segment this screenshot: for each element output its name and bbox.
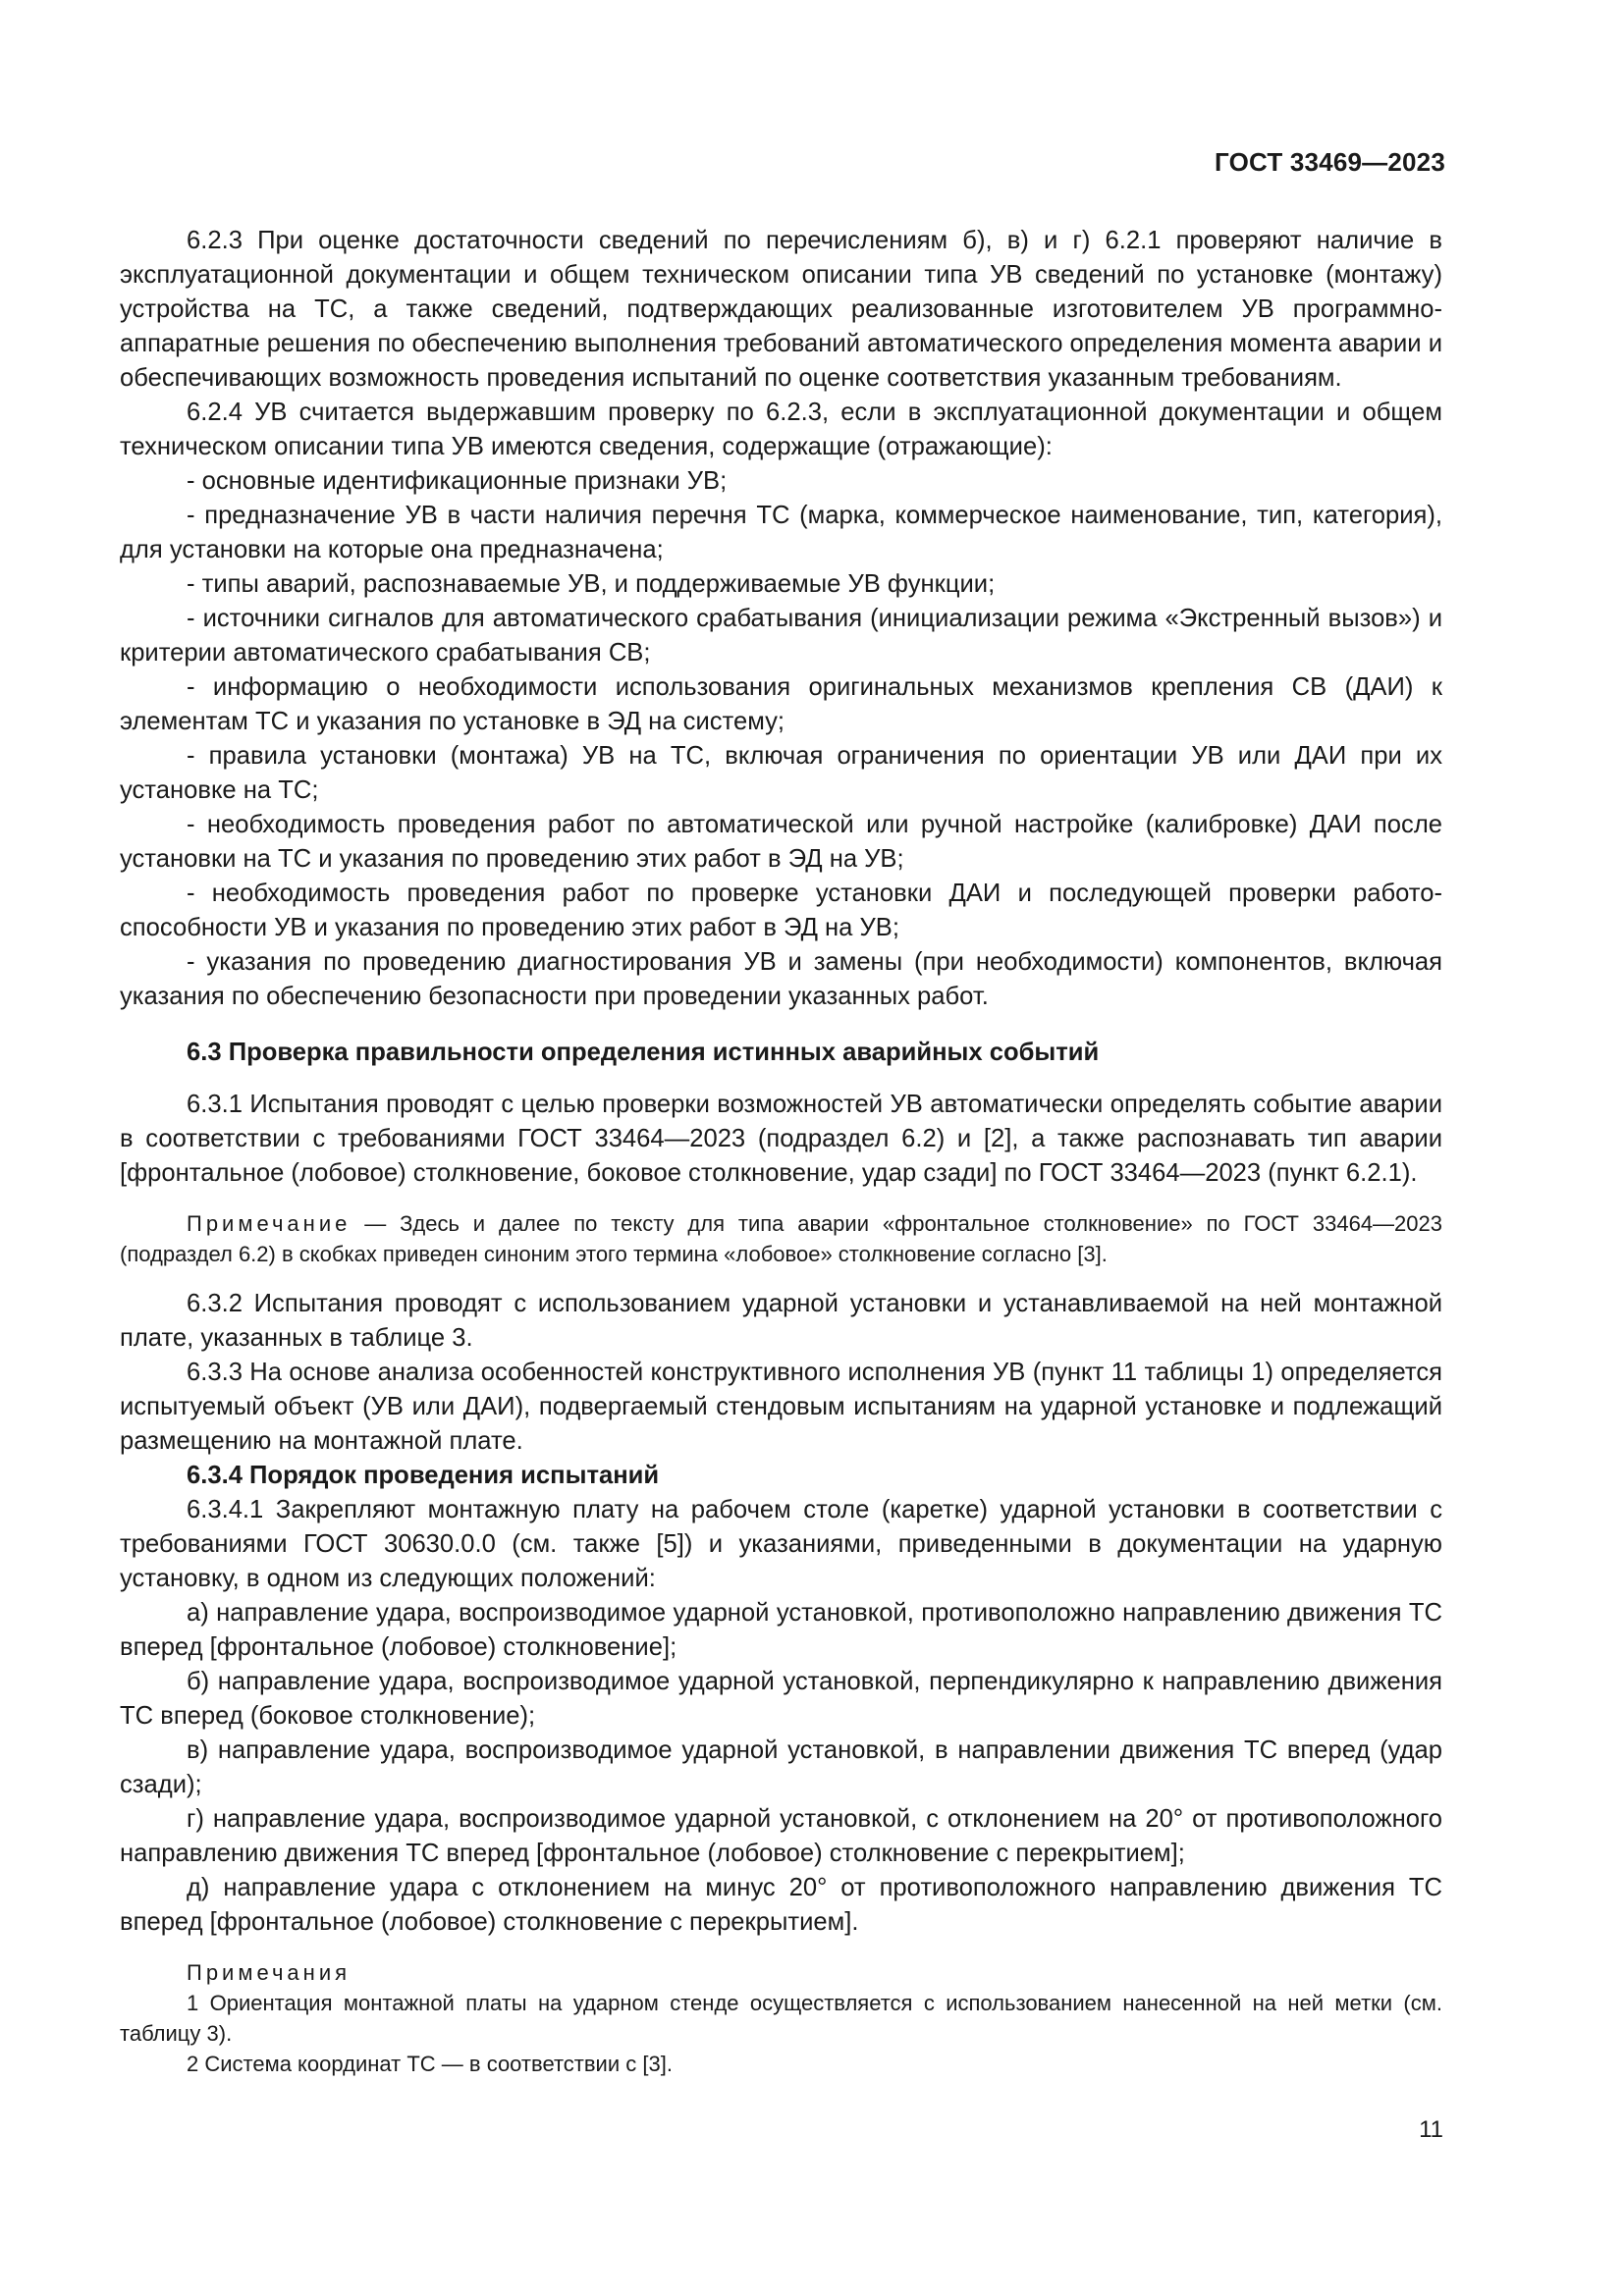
- list-item: - информацию о необходимости использования оригинальных механизмов крепления СВ (ДАИ) к элементам ТС и указания по установке в ЭД на систему;: [120, 673, 1442, 735]
- note-1: [120, 1208, 1442, 1269]
- page-number: 11: [1419, 2116, 1443, 2143]
- paragraph-6-2-4: 6.2.4 УВ считается выдержавшим проверку по 6.2.3, если в эксплуатационной документации и общем техническом описании типа УВ имеются сведения, содержащие (отражающие):: [120, 399, 1442, 460]
- paragraph-6-3-3: 6.3.3 На основе анализа особенностей конструктивного исполнения УВ (пункт 11 таблицы 1) определяется испытуемый объект (УВ или ДАИ), подвергаемый стендовым испытаниям на ударной установке и подлежащий размещению на монтажной плате.: [120, 1359, 1442, 1455]
- paragraph-6-2-3: 6.2.3 При оценке достаточности сведений по перечислениям б), в) и г) 6.2.1 проверяют наличие в эксплуатационной документации и общем техническом описании типа УВ сведений по установке (монтажу) устройства на ТС, а также сведений, подтверждающих реализованные изготовителем УВ программно-аппаратные решения по обеспечению выполнения требований автоматического определения момента аварии и обеспечивающих возможность проведения испытаний по оценке соответствия указанным требованиям.: [120, 227, 1443, 392]
- list-item: а) направление удара, воспроизводимое ударной установкой, противоположно направлению движения ТС вперед [фронтальное (лобовое) столкновение];: [120, 1599, 1442, 1661]
- notes-label: Примечания: [187, 1960, 352, 1985]
- list-item: - предназначение УВ в части наличия перечня ТС (марка, коммерческое наименование, тип, категория), для установки на которые она предназначена;: [120, 502, 1442, 563]
- document-standard-number: ГОСТ 33469—2023: [1215, 147, 1445, 177]
- list-item: - указания по проведению диагностирования УВ и замены (при необходимости) компонентов, включая указания по обеспечению безопасности при проведении указанных работ.: [120, 948, 1442, 1010]
- note-item: 1 Ориентация монтажной платы на ударном стенде осуществляется с использованием нанесенной на ней метки (см. таблицу 3).: [120, 1991, 1442, 2046]
- note-item: 2 Система координат ТС — в соответствии с [3].: [187, 2052, 673, 2076]
- note-text: — Здесь и далее по тексту для типа аварии «фронтальное столкновение» по ГОСТ 33464—2023 (подраздел 6.2) в скобках приведен синоним этого термина «лобовое» столкновение согласно [3].: [120, 1211, 1442, 1266]
- note-label: Примечание: [187, 1211, 352, 1236]
- list-item: д) направление удара с отклонением на минус 20° от противоположного направлению движения ТС вперед [фронтальное (лобовое) столкновение с перекрытием].: [120, 1874, 1442, 1936]
- list-item: г) направление удара, воспроизводимое ударной установкой, с отклонением на 20° от противоположного направлению движения ТС вперед [фронтальное (лобовое) столкновение с перекрытием];: [120, 1805, 1442, 1867]
- list-item: - основные идентификационные признаки УВ;: [187, 467, 728, 495]
- paragraph-6-3-1: 6.3.1 Испытания проводят с целью проверки возможностей УВ автоматически определять событие аварии в соответствии с требованиями ГОСТ 33464—2023 (подраздел 6.2) и [2], а также распознавать тип аварии [фронтальное (лобовое) столкновение, боковое столкновение, удар сзади] по ГОСТ 33464—2023 (пункт 6.2.1).: [120, 1091, 1442, 1187]
- list-item: - правила установки (монтажа) УВ на ТС, включая ограничения по ориентации УВ или ДАИ при их установке на ТС;: [120, 742, 1442, 804]
- list-item: б) направление удара, воспроизводимое ударной установкой, перпендикулярно к направлению движения ТС вперед (боковое столкновение);: [120, 1668, 1442, 1730]
- list-item: в) направление удара, воспроизводимое ударной установкой, в направлении движения ТС вперед (удар сзади);: [120, 1736, 1442, 1798]
- subsection-heading-6-3-4: 6.3.4 Порядок проведения испытаний: [187, 1462, 660, 1489]
- list-item: - типы аварий, распознаваемые УВ, и поддерживаемые УВ функции;: [187, 570, 996, 598]
- list-item: - необходимость проведения работ по автоматической или ручной настройке (калибровке) ДАИ после установки на ТС и указания по проведению этих работ в ЭД на УВ;: [120, 811, 1442, 873]
- paragraph-6-3-2: 6.3.2 Испытания проводят с использованием ударной установки и устанавливаемой на ней монтажной плате, указанных в таблице 3.: [120, 1290, 1442, 1352]
- list-item: - источники сигналов для автоматического срабатывания (инициализации режима «Экстренный вызов») и критерии автоматического срабатывания СВ;: [120, 605, 1442, 667]
- list-item: - необходимость проведения работ по проверке установки ДАИ и последующей проверки работоспособности УВ и указания по проведению этих работ в ЭД на УВ;: [120, 880, 1442, 941]
- paragraph-6-3-4-1: 6.3.4.1 Закрепляют монтажную плату на рабочем столе (каретке) ударной установки в соответствии с требованиями ГОСТ 30630.0.0 (см. также [5]) и указаниями, приведенными в документации на ударную установку, в одном из следующих положений:: [120, 1496, 1442, 1592]
- section-heading-6-3: 6.3 Проверка правильности определения истинных аварийных событий: [187, 1039, 1100, 1066]
- document-body: [120, 224, 1442, 2079]
